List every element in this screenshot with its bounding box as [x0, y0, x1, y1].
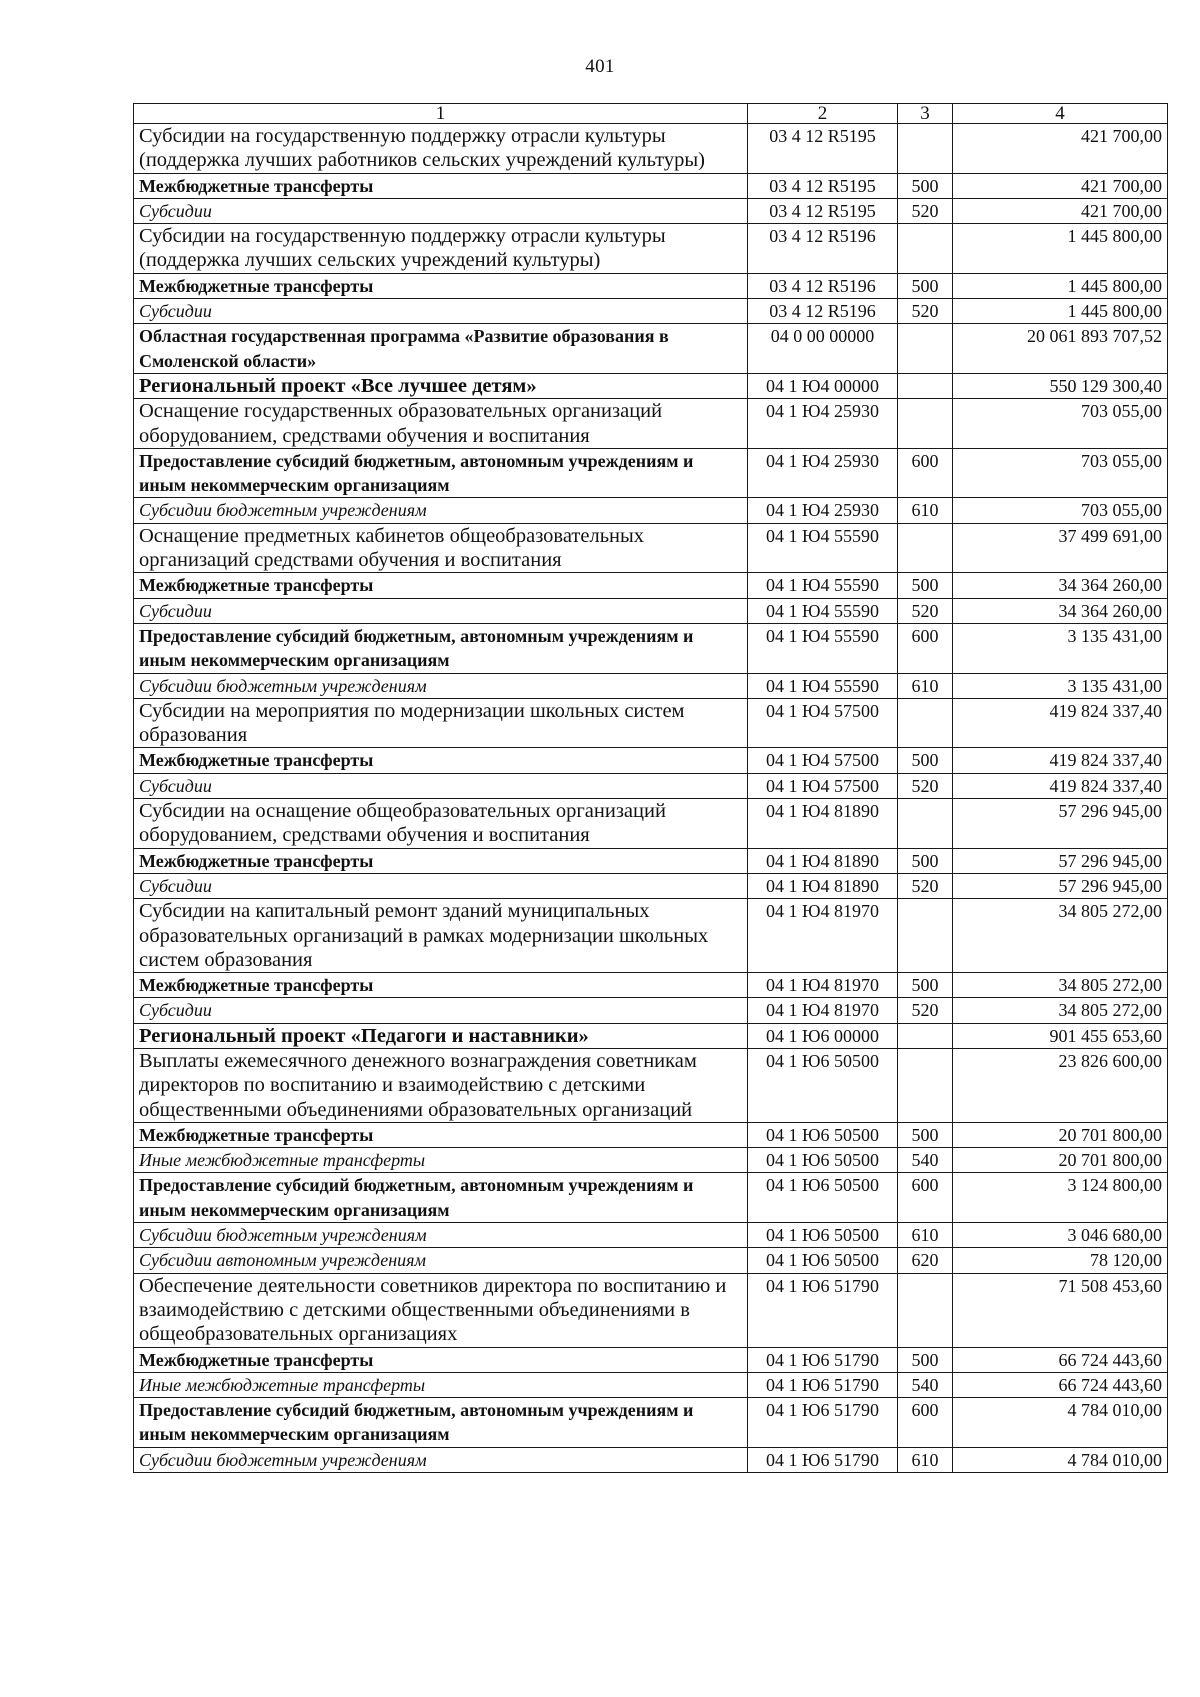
row-name: Межбюджетные трансферты: [134, 748, 748, 773]
row-name: Субсидии: [134, 299, 748, 324]
row-name: Предоставление субсидий бюджетным, автономным учреждениям и иным некоммерческим организациям: [134, 1173, 748, 1223]
row-amount: 3 124 800,00: [953, 1173, 1168, 1223]
row-expense-type: 500: [898, 748, 953, 773]
table-row: [134, 224, 1168, 274]
table-row: [134, 773, 1168, 798]
row-expense-type: [898, 399, 953, 449]
table-row: [134, 1122, 1168, 1147]
column-header: 4: [953, 104, 1168, 124]
table-row: [134, 973, 1168, 998]
row-amount: 34 364 260,00: [953, 573, 1168, 598]
row-name: Выплаты ежемесячного денежного вознаграждения советникам директоров по воспитанию и взаимодействию с детскими общественными объединениями образовательных организаций: [134, 1048, 748, 1122]
row-code: 04 1 Ю4 57500: [748, 698, 898, 748]
row-amount: 4 784 010,00: [953, 1398, 1168, 1448]
row-amount: 1 445 800,00: [953, 299, 1168, 324]
table-row: [134, 1273, 1168, 1347]
row-expense-type: 610: [898, 498, 953, 523]
row-amount: 421 700,00: [953, 198, 1168, 223]
row-amount: 37 499 691,00: [953, 523, 1168, 573]
row-code: 03 4 12 R5195: [748, 124, 898, 174]
row-code: 04 1 Ю6 51790: [748, 1273, 898, 1347]
row-name: Межбюджетные трансферты: [134, 1122, 748, 1147]
table-row: [134, 523, 1168, 573]
row-expense-type: [898, 698, 953, 748]
table-row: [134, 399, 1168, 449]
row-code: 04 1 Ю6 50500: [748, 1048, 898, 1122]
row-code: 04 1 Ю4 81890: [748, 848, 898, 873]
row-code: 04 1 Ю4 00000: [748, 373, 898, 398]
row-expense-type: 520: [898, 773, 953, 798]
row-name: Областная государственная программа «Развитие образования в Смоленской области»: [134, 324, 748, 374]
table-row: [134, 1347, 1168, 1372]
row-expense-type: 540: [898, 1148, 953, 1173]
row-expense-type: [898, 1273, 953, 1347]
row-code: 04 1 Ю6 51790: [748, 1372, 898, 1397]
row-name: Обеспечение деятельности советников директора по воспитанию и взаимодействию с детскими общественными объединениями в общеобразовательных организациях: [134, 1273, 748, 1347]
row-amount: 703 055,00: [953, 448, 1168, 498]
row-name: Межбюджетные трансферты: [134, 173, 748, 198]
table-row: [134, 1447, 1168, 1472]
row-amount: 3 046 680,00: [953, 1223, 1168, 1248]
page-number: 401: [585, 56, 615, 77]
row-code: 04 1 Ю6 50500: [748, 1122, 898, 1147]
row-amount: 34 364 260,00: [953, 598, 1168, 623]
row-amount: 57 296 945,00: [953, 873, 1168, 898]
table-row: [134, 448, 1168, 498]
column-header: 1: [134, 104, 748, 124]
row-expense-type: [898, 799, 953, 849]
row-amount: 419 824 337,40: [953, 748, 1168, 773]
row-expense-type: 600: [898, 1398, 953, 1448]
row-code: 04 1 Ю4 57500: [748, 773, 898, 798]
row-amount: 34 805 272,00: [953, 899, 1168, 973]
row-amount: 78 120,00: [953, 1248, 1168, 1273]
row-expense-type: [898, 124, 953, 174]
row-name: Иные межбюджетные трансферты: [134, 1372, 748, 1397]
row-code: 03 4 12 R5196: [748, 273, 898, 298]
row-expense-type: 500: [898, 1122, 953, 1147]
table-row: [134, 173, 1168, 198]
table-row: [134, 1248, 1168, 1273]
row-amount: 421 700,00: [953, 173, 1168, 198]
row-amount: 66 724 443,60: [953, 1372, 1168, 1397]
row-name: Межбюджетные трансферты: [134, 273, 748, 298]
table-row: [134, 698, 1168, 748]
row-name: Предоставление субсидий бюджетным, автономным учреждениям и иным некоммерческим организациям: [134, 1398, 748, 1448]
row-expense-type: [898, 224, 953, 274]
row-code: 04 1 Ю4 55590: [748, 598, 898, 623]
row-amount: 419 824 337,40: [953, 773, 1168, 798]
row-code: 04 1 Ю4 25930: [748, 399, 898, 449]
row-name: Субсидии на капитальный ремонт зданий муниципальных образовательных организаций в рамках модернизации школьных систем образования: [134, 899, 748, 973]
row-amount: 20 701 800,00: [953, 1122, 1168, 1147]
row-amount: 1 445 800,00: [953, 273, 1168, 298]
row-code: 04 1 Ю4 25930: [748, 448, 898, 498]
row-expense-type: [898, 373, 953, 398]
row-code: 03 4 12 R5196: [748, 224, 898, 274]
row-expense-type: 520: [898, 299, 953, 324]
table-row: [134, 1398, 1168, 1448]
table-row: [134, 848, 1168, 873]
row-code: 04 1 Ю6 51790: [748, 1447, 898, 1472]
row-expense-type: [898, 523, 953, 573]
row-amount: 57 296 945,00: [953, 799, 1168, 849]
table-row: [134, 498, 1168, 523]
row-amount: 23 826 600,00: [953, 1048, 1168, 1122]
row-code: 04 1 Ю4 81890: [748, 799, 898, 849]
row-amount: 57 296 945,00: [953, 848, 1168, 873]
row-expense-type: 610: [898, 1223, 953, 1248]
row-name: Предоставление субсидий бюджетным, автономным учреждениям и иным некоммерческим организациям: [134, 623, 748, 673]
row-code: 04 0 00 00000: [748, 324, 898, 374]
table-header-row: [134, 104, 1168, 124]
table-row: [134, 124, 1168, 174]
table-row: [134, 373, 1168, 398]
table-row: [134, 623, 1168, 673]
row-name: Межбюджетные трансферты: [134, 848, 748, 873]
row-code: 03 4 12 R5195: [748, 198, 898, 223]
row-name: Иные межбюджетные трансферты: [134, 1148, 748, 1173]
row-amount: 20 701 800,00: [953, 1148, 1168, 1173]
row-expense-type: [898, 1023, 953, 1048]
row-code: 04 1 Ю4 81890: [748, 873, 898, 898]
row-expense-type: 610: [898, 1447, 953, 1472]
row-expense-type: 600: [898, 448, 953, 498]
table-row: [134, 324, 1168, 374]
row-name: Субсидии бюджетным учреждениям: [134, 673, 748, 698]
row-code: 04 1 Ю6 51790: [748, 1398, 898, 1448]
row-code: 03 4 12 R5195: [748, 173, 898, 198]
row-amount: 1 445 800,00: [953, 224, 1168, 274]
row-name: Субсидии бюджетным учреждениям: [134, 1447, 748, 1472]
row-expense-type: [898, 1048, 953, 1122]
row-code: 04 1 Ю6 50500: [748, 1148, 898, 1173]
row-expense-type: 500: [898, 1347, 953, 1372]
row-name: Региональный проект «Педагоги и наставники»: [134, 1023, 748, 1048]
row-name: Субсидии на государственную поддержку отрасли культуры (поддержка лучших сельских учреждений культуры): [134, 224, 748, 274]
row-name: Межбюджетные трансферты: [134, 573, 748, 598]
row-amount: 550 129 300,40: [953, 373, 1168, 398]
table-row: [134, 1173, 1168, 1223]
row-name: Субсидии на оснащение общеобразовательных организаций оборудованием, средствами обучения и воспитания: [134, 799, 748, 849]
row-amount: 703 055,00: [953, 498, 1168, 523]
row-name: Оснащение государственных образовательных организаций оборудованием, средствами обучения и воспитания: [134, 399, 748, 449]
row-expense-type: 600: [898, 1173, 953, 1223]
row-expense-type: 540: [898, 1372, 953, 1397]
row-code: 04 1 Ю4 55590: [748, 573, 898, 598]
table-row: [134, 673, 1168, 698]
column-header: 2: [748, 104, 898, 124]
row-name: Оснащение предметных кабинетов общеобразовательных организаций средствами обучения и воспитания: [134, 523, 748, 573]
row-code: 04 1 Ю4 55590: [748, 623, 898, 673]
row-expense-type: 500: [898, 173, 953, 198]
row-name: Межбюджетные трансферты: [134, 1347, 748, 1372]
row-name: Субсидии бюджетным учреждениям: [134, 498, 748, 523]
table-row: [134, 748, 1168, 773]
row-name: Субсидии: [134, 873, 748, 898]
row-amount: 34 805 272,00: [953, 973, 1168, 998]
row-code: 04 1 Ю6 51790: [748, 1347, 898, 1372]
budget-table: [133, 103, 1168, 1473]
row-expense-type: 500: [898, 273, 953, 298]
row-code: 03 4 12 R5196: [748, 299, 898, 324]
row-name: Субсидии бюджетным учреждениям: [134, 1223, 748, 1248]
row-expense-type: 620: [898, 1248, 953, 1273]
row-code: 04 1 Ю4 55590: [748, 523, 898, 573]
row-name: Межбюджетные трансферты: [134, 973, 748, 998]
row-expense-type: 520: [898, 198, 953, 223]
row-name: Субсидии на государственную поддержку отрасли культуры (поддержка лучших работников сельских учреждений культуры): [134, 124, 748, 174]
row-name: Субсидии: [134, 598, 748, 623]
table-row: [134, 1023, 1168, 1048]
row-name: Предоставление субсидий бюджетным, автономным учреждениям и иным некоммерческим организациям: [134, 448, 748, 498]
row-amount: 3 135 431,00: [953, 623, 1168, 673]
row-amount: 20 061 893 707,52: [953, 324, 1168, 374]
budget-table-body: [134, 104, 1168, 1473]
row-expense-type: 500: [898, 848, 953, 873]
row-code: 04 1 Ю4 55590: [748, 673, 898, 698]
row-expense-type: 600: [898, 623, 953, 673]
row-amount: 3 135 431,00: [953, 673, 1168, 698]
row-code: 04 1 Ю6 00000: [748, 1023, 898, 1048]
table-row: [134, 299, 1168, 324]
row-code: 04 1 Ю6 50500: [748, 1248, 898, 1273]
row-amount: 703 055,00: [953, 399, 1168, 449]
table-row: [134, 1223, 1168, 1248]
row-code: 04 1 Ю6 50500: [748, 1173, 898, 1223]
row-expense-type: 610: [898, 673, 953, 698]
row-code: 04 1 Ю4 81970: [748, 899, 898, 973]
table-row: [134, 273, 1168, 298]
table-row: [134, 598, 1168, 623]
row-code: 04 1 Ю4 25930: [748, 498, 898, 523]
row-name: Региональный проект «Все лучшее детям»: [134, 373, 748, 398]
table-row: [134, 573, 1168, 598]
row-amount: 34 805 272,00: [953, 998, 1168, 1023]
table-row: [134, 198, 1168, 223]
row-code: 04 1 Ю6 50500: [748, 1223, 898, 1248]
column-header: 3: [898, 104, 953, 124]
row-name: Субсидии: [134, 998, 748, 1023]
table-row: [134, 1148, 1168, 1173]
row-expense-type: [898, 899, 953, 973]
row-expense-type: 520: [898, 873, 953, 898]
row-expense-type: 500: [898, 573, 953, 598]
row-expense-type: 520: [898, 598, 953, 623]
row-expense-type: [898, 324, 953, 374]
table-row: [134, 873, 1168, 898]
table-row: [134, 1048, 1168, 1122]
row-name: Субсидии: [134, 198, 748, 223]
row-name: Субсидии на мероприятия по модернизации школьных систем образования: [134, 698, 748, 748]
row-amount: 421 700,00: [953, 124, 1168, 174]
row-amount: 66 724 443,60: [953, 1347, 1168, 1372]
row-code: 04 1 Ю4 81970: [748, 973, 898, 998]
row-expense-type: 520: [898, 998, 953, 1023]
row-amount: 4 784 010,00: [953, 1447, 1168, 1472]
table-row: [134, 1372, 1168, 1397]
table-row: [134, 899, 1168, 973]
row-expense-type: 500: [898, 973, 953, 998]
row-amount: 419 824 337,40: [953, 698, 1168, 748]
row-name: Субсидии: [134, 773, 748, 798]
table-row: [134, 799, 1168, 849]
row-amount: 901 455 653,60: [953, 1023, 1168, 1048]
row-amount: 71 508 453,60: [953, 1273, 1168, 1347]
row-code: 04 1 Ю4 81970: [748, 998, 898, 1023]
row-name: Субсидии автономным учреждениям: [134, 1248, 748, 1273]
row-code: 04 1 Ю4 57500: [748, 748, 898, 773]
table-row: [134, 998, 1168, 1023]
